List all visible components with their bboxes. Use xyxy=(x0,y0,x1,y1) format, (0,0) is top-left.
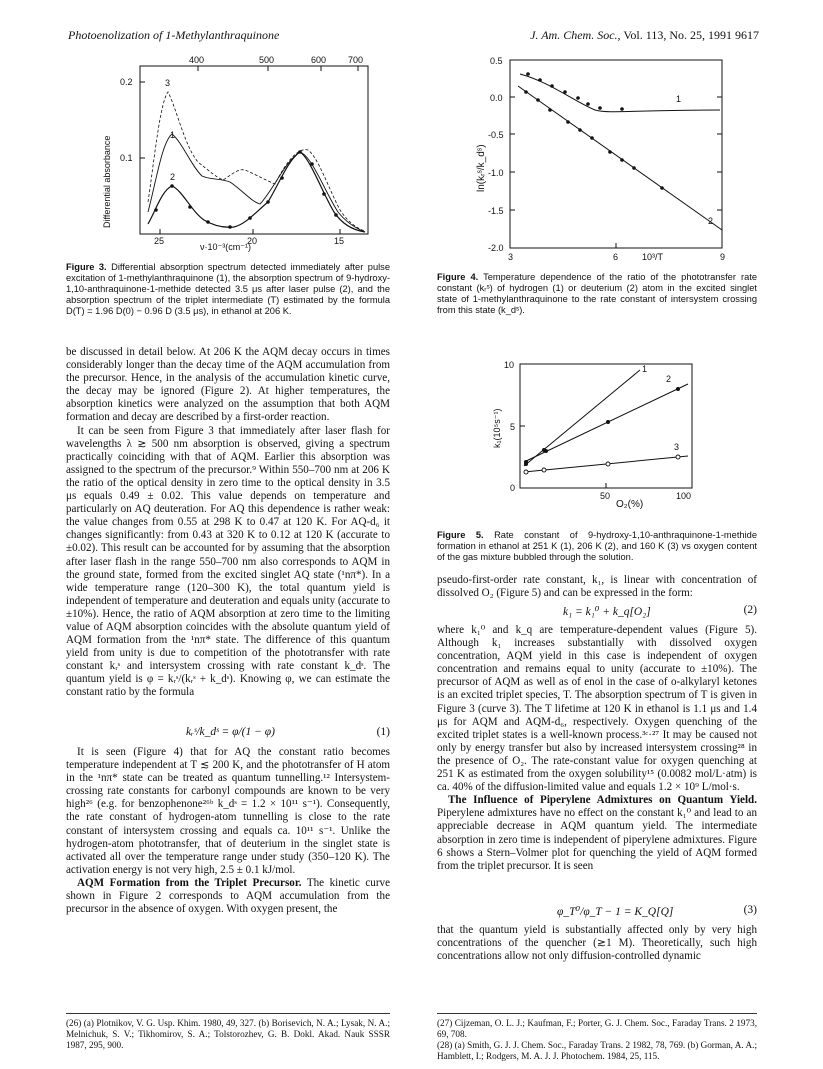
fig5-y-tick: 10 xyxy=(504,360,515,370)
figure-3-caption xyxy=(66,262,390,317)
equation-number: (2) xyxy=(743,604,757,616)
footnotes-left: (26) (a) Plotnikov, V. G. Usp. Khim. 1980, 49, 327. (b) Borisevich, N. A.; Lysak, N. A.; Melnichuk, S. V.; Tikhomirov, S. A.; Tolstorozhev, G. B. Dokl. Akad. Nauk SSSR 1987, 295, 900. xyxy=(66,1018,390,1050)
fig4-y-tick: -2.0 xyxy=(488,243,504,253)
volume-page: , Vol. 113, No. 25, 1991 9617 xyxy=(617,28,759,42)
left-body-text xyxy=(66,346,390,700)
left-body-text-2 xyxy=(66,746,390,916)
equation-text: φ_T⁰/φ_T − 1 = K_Q[Q] xyxy=(557,906,674,918)
paragraph: that the quantum yield is substantially affected only by very high concentrations of the quencher (≳1 M). Theoretically, such high concentrations allow not only diffusion-controlled dynamic xyxy=(437,924,757,963)
fig3-top-tick: 400 xyxy=(189,55,205,65)
section-paragraph xyxy=(66,877,390,916)
right-body-text-2 xyxy=(437,624,757,873)
fig3-top-tick: 700 xyxy=(348,55,364,65)
fig4-x-tick: 6 xyxy=(613,252,619,262)
section-title: The Influence of Piperylene Admixtures on Quantum Yield. xyxy=(448,794,757,807)
section-paragraph xyxy=(437,794,757,873)
fig3-top-tick: 600 xyxy=(311,55,327,65)
fig4-y-tick: -0.5 xyxy=(488,130,504,140)
section-title: AQM Formation from the Triplet Precursor. xyxy=(77,876,302,889)
fig3-curve-label: 2 xyxy=(170,172,176,182)
right-body-text-3 xyxy=(437,924,757,963)
fig3-curve-label: 1 xyxy=(170,130,176,140)
fig3-y-label: Differential absorbance xyxy=(102,135,112,228)
paragraph: be discussed in detail below. At 206 K the AQM decay occurs in times considerably longer than the decay time of the AQM accumulation from the precursor. Hence, in the analysis of the accumulation kinetic curve, the decay may be ignored (Figure 2). At higher temperatures, the absorption kinetics were analyzed on the assumption that both AQM formation and decay are described by a first-order reaction. xyxy=(66,346,390,424)
fig3-bottom-tick: 25 xyxy=(154,236,165,246)
caption-label: Figure 5. xyxy=(437,530,484,540)
caption-text: Temperature dependence of the ratio of the phototransfer rate constant (kᵣˢ) of hydrogen (1) or deuterium (2) atom in the excited singlet state of 1-methylanthraquinone to the rate constant of intersystem crossing from this state (k_dˢ). xyxy=(437,272,757,315)
fig5-y-label: k₁(10⁵s⁻¹) xyxy=(492,408,502,448)
fig5-y-tick: 5 xyxy=(510,422,516,432)
fig4-curve-1 xyxy=(520,74,720,112)
fig4-x-tick: 9 xyxy=(720,252,726,262)
fig3-x-label: ν·10⁻³(cm⁻¹) xyxy=(200,242,251,252)
fig4-y-tick: -1.5 xyxy=(488,206,504,216)
fig5-x-label: O₂(%) xyxy=(616,499,644,510)
caption-label: Figure 4. xyxy=(437,272,479,282)
figure-4-caption xyxy=(437,272,757,316)
fig3-curve-1 xyxy=(148,134,365,232)
paragraph: where k₁⁰ and k_q are temperature-dependent values (Figure 5). Although k₁ increases substantially with dissolved oxygen concentration, AQM yield in this case is independent of oxygen concentration and remains equal to unity (accurate to ±10%). The precursor of AQM as well as of enol in the case of o-alkylaryl ketones is an excited triplet species, T. The absorption spectrum of T is given in Figure 3 (curve 3). The T lifetime at 120 K in ethanol is 1.1 μs and 1.4 μs for AQM and AQM-d₆, respectively. Oxygen quenching of the excited triplet states is a well-known process.³ᶜ·²⁷ It may be caused not only by energy transfer but also by increased intersystem crossing²⁸ in the presence of O₂. The rate-constant value for oxygen quenching at 251 K as estimated from the oxygen solubility¹⁵ (0.0082 mol/L·atm) is ca. 40% of the diffusion-limited value and equals 1.2 × 10⁹ L/mol·s. xyxy=(437,624,757,794)
footnotes-right xyxy=(437,1018,757,1062)
fig5-curve-label: 1 xyxy=(642,364,648,374)
equation-text: kᵣˢ/k_dˢ = φ/(1 − φ) xyxy=(186,726,275,738)
fig5-y-tick: 0 xyxy=(510,483,516,493)
fig3-y-tick: 0.2 xyxy=(120,77,133,87)
figure-5-plot xyxy=(480,358,710,523)
figure-5-caption xyxy=(437,530,757,563)
footnote-rule-right xyxy=(437,1013,757,1014)
paragraph: It can be seen from Figure 3 that immediately after laser flash for wavelengths λ ≳ 500 nm absorption is observed, giving a spectrum practically coinciding with that of AQM. Earlier this absorption was assigned to the spectrum of the precursor.⁹ Within 550–700 nm at 206 K the ratio of the optical density in zero time to the optical density in 3.5 μs equals 0.49 ± 0.02. This value depends on temperature and particularly on AQ deuteration. For AQ this dependence is rather weak: the value changes from 0.55 at 298 K to 0.47 at 120 K. For AQ-d₆ it changes significantly: from 0.43 at 320 K to 0.12 at 120 K (accurate to ±0.02). This result can be accounted for by assuming that the absorption after laser flash in the range 550–700 nm also corresponds to AQM in the ground state, formed from the excited singlet AQ state (¹nπ*). In a wide temperature range (120–300 K), the total quantum yield is independent of temperature and deuteration and equals unity (accurate to ±10%). Hence, the ratio of AQM absorption at zero time to the limiting value of AQM absorption coincides with the absolute quantum yield of AQM formation from the ¹nπ* state. The difference of this quantum yield from unity is due to competition of the phototransfer with rate constant kᵣˢ and intersystem crossing with rate constant k_dˢ. The quantum yield is φ = kᵣˢ/(kᵣˢ + k_dˢ). Knowing φ, we can estimate the constant ratio by the formula xyxy=(66,424,390,699)
journal-name: J. Am. Chem. Soc. xyxy=(530,28,618,42)
fig5-x-tick: 50 xyxy=(600,491,611,501)
fig5-curve-1 xyxy=(524,370,640,466)
fig4-y-tick: 0.0 xyxy=(490,93,503,103)
figure-4-plot xyxy=(470,52,740,267)
caption-text: Differential absorption spectrum detected immediately after pulse excitation of 1-methylanthraquinone (1), the absorption spectrum of 9-hydroxy-1,10-anthraquinone-1-methide detected 3.5 μs after laser pulse (2), and the absorption spectrum of the triplet intermediate (T) estimated by the formula D(T) = 1.96 D(0) − 0.96 D (3.5 μs), in ethanol at 206 K. xyxy=(66,262,390,316)
right-body-text xyxy=(437,574,757,600)
fig4-curve-2 xyxy=(518,86,722,230)
equation-text: k₁ = k₁⁰ + k_q[O₂] xyxy=(563,606,651,618)
fig5-curve-label: 3 xyxy=(674,442,680,452)
caption-text: Rate constant of 9-hydroxy-1,10-anthraquinone-1-methide formation in ethanol at 251 K (1), 206 K (2), and 160 K (3) vs oxygen content of the gas mixture bubbled through the solution. xyxy=(437,530,757,562)
fig4-curve-label: 1 xyxy=(676,94,682,104)
fig3-y-tick: 0.1 xyxy=(120,153,133,163)
running-header-left: Photoenolization of 1-Methylanthraquinone xyxy=(68,28,280,42)
equation-number: (1) xyxy=(376,726,390,738)
footnote: (27) Cijzeman, O. L. J.; Kaufman, F.; Porter, G. J. Chem. Soc., Faraday Trans. 2 1973, 69, 708. xyxy=(437,1018,757,1039)
paragraph: pseudo-first-order rate constant, k₁, is linear with concentration of dissolved O₂ (Figure 5) and can be expressed in the form: xyxy=(437,574,757,600)
fig4-y-label: ln(kᵣˢ/k_dˢ) xyxy=(476,144,487,192)
section-text: The kinetic curve shown in Figure 2 corresponds to AQM accumulation from the precursor in the absence of oxygen. With oxygen present, the xyxy=(66,876,390,916)
fig4-y-tick: -1.0 xyxy=(488,168,504,178)
fig5-x-tick: 100 xyxy=(676,491,692,501)
section-text: Piperylene admixtures have no effect on the constant k₁⁰ and lead to an appreciable decrease in AQM quantum yield. The intermediate absorption in zero time is independent of piperylene admixtures. Figure 6 shows a Stern–Volmer plot for quenching the yield of AQM formed from the triplet precursor. It is seen xyxy=(437,807,757,872)
fig3-curve-label: 3 xyxy=(165,78,171,88)
figure-3-plot xyxy=(90,52,380,257)
running-header-right xyxy=(530,28,759,43)
footnote-rule-left xyxy=(66,1013,390,1014)
fig3-bottom-tick: 15 xyxy=(334,236,345,246)
caption-label: Figure 3. xyxy=(66,262,107,272)
fig3-top-tick: 500 xyxy=(259,55,275,65)
fig3-bottom-tick: 20 xyxy=(247,236,258,246)
fig4-curve-label: 2 xyxy=(708,216,714,226)
fig4-x-label: 10³/T xyxy=(642,252,664,262)
fig4-x-tick: 3 xyxy=(508,252,514,262)
fig4-y-tick: 0.5 xyxy=(490,56,503,66)
fig5-curve-2 xyxy=(524,384,688,462)
equation-number: (3) xyxy=(743,904,757,916)
fig5-curve-label: 2 xyxy=(666,374,672,384)
paragraph: It is seen (Figure 4) that for AQ the constant ratio becomes temperature independent at T ≲ 200 K, and the phototransfer of H atom in the ¹nπ* state can be treated as quantum tunnelling.¹² Intersystem-crossing rate constants for carbonyl compounds are known to be very high²⁶ (e.g. for benzophenone²⁶ᵇ k_dˢ = 1.2 × 10¹¹ s⁻¹). Consequently, the rate constant of hydrogen-atom tunnelling is close to the rate constant of intersystem crossing and equals ca. 10¹¹ s⁻¹. Unlike the hydrogen-atom phototransfer, that of deuterium in the singlet state is activated all over the temperature range under study (350–120 K). The activation energy is not very high, 2.5 ± 0.1 kJ/mol. xyxy=(66,746,390,876)
footnote: (28) (a) Smith, G. J. J. Chem. Soc., Faraday Trans. 2 1982, 78, 769. (b) Gorman, A. A.; Hamblett, I.; Rodgers, M. A. J. J. Photochem. 1984, 25, 115. xyxy=(437,1040,757,1061)
fig3-curve-2 xyxy=(148,152,365,232)
